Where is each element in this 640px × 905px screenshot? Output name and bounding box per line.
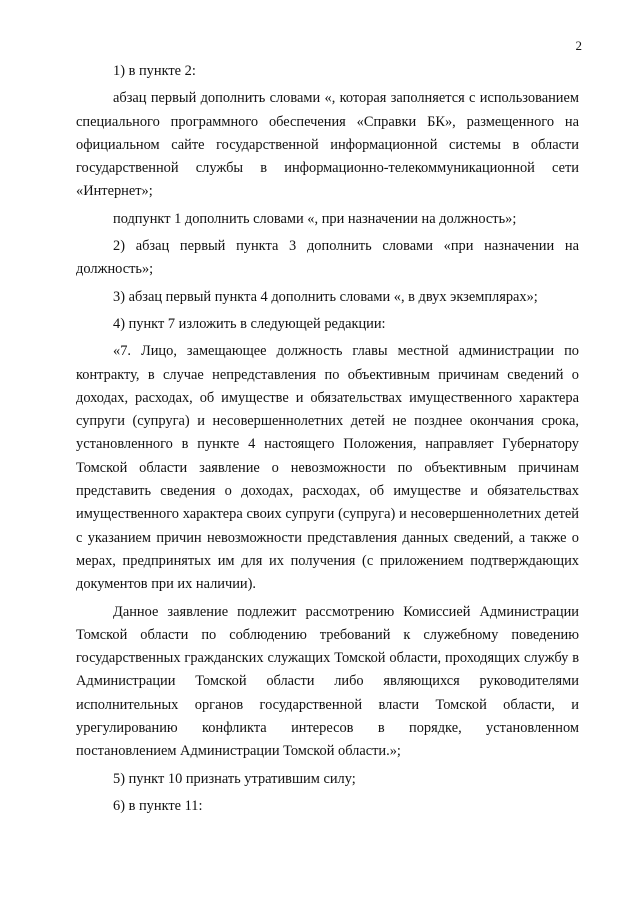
body-paragraph: подпункт 1 дополнить словами «, при назначении на должность»; [113,210,517,227]
list-item-paragraph: 3) абзац первый пункта 4 дополнить словами «, в двух экземплярах»; [113,288,538,305]
list-item-paragraph: 4) пункт 7 изложить в следующей редакции: [113,315,386,332]
quoted-clause-paragraph: «7. Лицо, замещающее должность главы местной администрации по контракту, в случае непредставления по объективным причинам сведений о доходах, расходах, об имуществе и обязательствах имущественного характера супруги (супруга) и несовершеннолетних детей не позднее окончания срока, установленного в пункте 4 настоящего Положения, направляет Губернатору Томской области заявление о невозможности по объективным причинам представить сведения о доходах, расходах, об имуществе и обязательствах имущественного характера своих супруги (супруга) и несовершеннолетних детей с указанием причин невозможности представления данных сведений, а также о мерах, предпринятых им для их получения (с приложением подтверждающих документов при их наличии). [76,343,579,593]
document-body [76,60,579,818]
page-number: 2 [575,38,582,53]
list-item-paragraph: 5) пункт 10 признать утратившим силу; [113,770,356,787]
body-paragraph: абзац первый дополнить словами «, которая заполняется с использованием специального программного обеспечения «Справки БК», размещенного на официальном сайте государственной информационной системы в области государственной службы в информационно-телекоммуникационной сети «Интернет»; [76,90,579,200]
list-item-paragraph: 6) в пункте 11: [113,797,203,814]
body-paragraph: Данное заявление подлежит рассмотрению Комиссией Администрации Томской области по соблюдению требований к служебному поведению государственных гражданских служащих Томской области, проходящих службу в Администрации Томской области либо являющихся руководителями исполнительных органов государственной власти Томской области, и урегулированию конфликта интересов в порядке, установленном постановлением Администрации Томской области.»; [76,603,579,760]
list-item-paragraph: 2) абзац первый пункта 3 дополнить словами «при назначении на должность»; [76,238,579,278]
list-item-paragraph: 1) в пункте 2: [113,63,196,79]
